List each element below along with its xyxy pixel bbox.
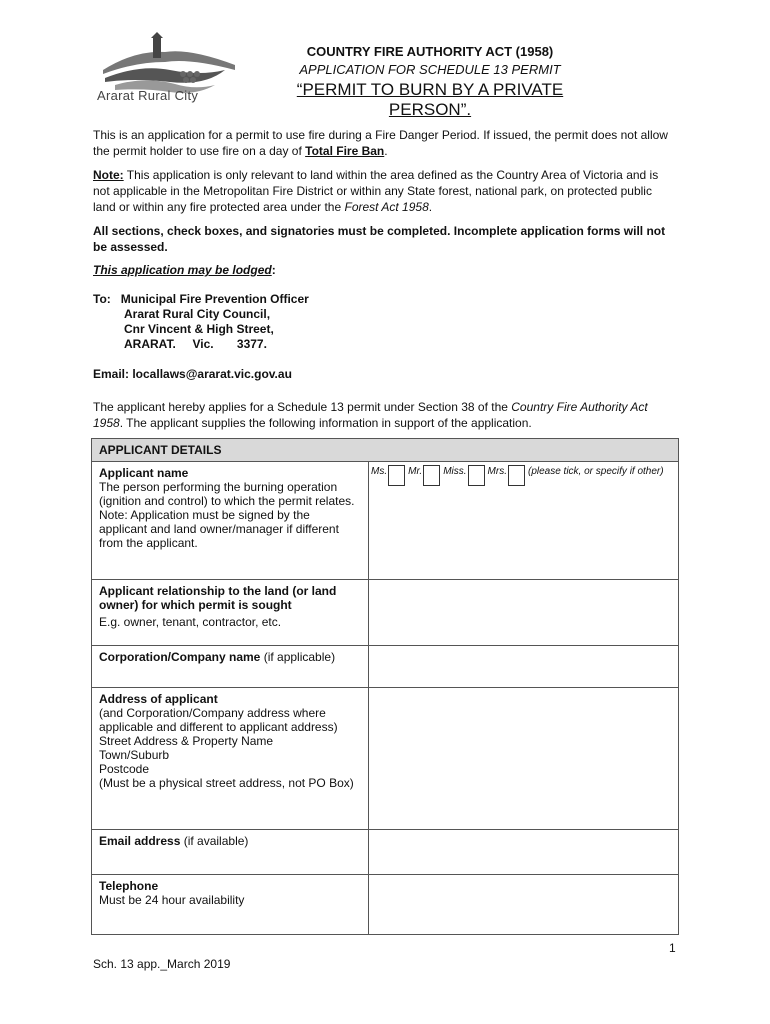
- note-paragraph: [93, 167, 673, 215]
- applicant-name-desc: The person performing the burning operation (ignition and control) to which the permit relates.: [99, 480, 355, 508]
- company-label-cell: [92, 646, 369, 688]
- to-label: To:: [93, 292, 111, 306]
- address-label: Address of applicant: [99, 692, 218, 706]
- email-field[interactable]: [369, 830, 679, 875]
- address-line-4: ARARAT. Vic. 3377.: [124, 337, 267, 351]
- relationship-label-cell: [92, 580, 369, 646]
- telephone-field[interactable]: [369, 875, 679, 935]
- company-field[interactable]: [369, 646, 679, 688]
- address-line-3: Cnr Vincent & High Street,: [124, 322, 274, 336]
- address-line-1: Municipal Fire Prevention Officer: [120, 292, 309, 306]
- relationship-field[interactable]: [369, 580, 679, 646]
- address-town: Town/Suburb: [99, 748, 170, 762]
- applies-paragraph: [93, 399, 673, 431]
- address-note: (Must be a physical street address, not PO Box): [99, 776, 354, 790]
- intro-paragraph: [93, 127, 673, 159]
- title-mr-label: Mr.: [408, 466, 423, 477]
- title-miss-checkbox[interactable]: [468, 465, 485, 486]
- address-label-cell: [92, 688, 369, 830]
- permit-title: “PERMIT TO BURN BY A PRIVATE PERSON”.: [296, 80, 564, 119]
- page-number: 1: [669, 941, 676, 955]
- applicant-details-table: [91, 438, 679, 935]
- address-postcode: Postcode: [99, 762, 150, 776]
- company-label: Corporation/Company name: [99, 650, 261, 664]
- relationship-hint: E.g. owner, tenant, contractor, etc.: [99, 615, 282, 629]
- title-mrs-checkbox[interactable]: [508, 465, 525, 486]
- telephone-hint: Must be 24 hour availability: [99, 893, 245, 907]
- intro-end: .: [384, 144, 388, 158]
- lodgement-email: Email: locallaws@ararat.vic.gov.au: [93, 367, 292, 381]
- company-hint: (if applicable): [260, 650, 336, 664]
- title-miss-label: Miss.: [443, 466, 467, 477]
- cfa-act: Country Fire Authority Act 1958: [93, 400, 648, 430]
- title-ms-checkbox[interactable]: [388, 465, 405, 486]
- total-fire-ban: Total Fire Ban: [305, 144, 385, 158]
- address-line-2: Ararat Rural City Council,: [124, 307, 271, 321]
- applicant-name-label-cell: [92, 462, 369, 580]
- intro-text: This is an application for a permit to use fire during a Fire Danger Period. If issued, the permit does not allow the permit holder to use fire on a day of: [93, 128, 668, 158]
- address-desc: (and Corporation/Company address where applicable and different to applicant address): [99, 706, 338, 734]
- logo-text: Ararat Rural City: [97, 88, 199, 103]
- title-ms-label: Ms.: [371, 466, 388, 477]
- title-mr-checkbox[interactable]: [423, 465, 440, 486]
- relationship-label: Applicant relationship to the land (or land owner) for which permit is sought: [99, 584, 337, 612]
- applicant-name-note: Note: Application must be signed by the applicant and land owner/manager if different from the applicant.: [99, 508, 339, 550]
- email-label: Email address: [99, 834, 181, 848]
- lodgement-address: [93, 292, 309, 382]
- lodged-label: This application may be lodged: [93, 263, 272, 277]
- note-end: .: [428, 200, 433, 214]
- telephone-label: Telephone: [99, 879, 159, 893]
- warning-text: All sections, check boxes, and signatories must be completed. Incomplete application forms will not be assessed.: [93, 224, 666, 254]
- note-label: Note:: [93, 168, 124, 182]
- note-text: This application is only relevant to land within the area defined as the Country Area of Victoria and is not applicable in the Metropolitan Fire District or within any State forest, national park, on protected public land or within any fire protected area under the: [93, 168, 659, 214]
- email-label-cell: [92, 830, 369, 875]
- forest-act: Forest Act 1958: [344, 200, 429, 214]
- lodged-colon: :: [271, 263, 276, 277]
- title-hint: (please tick, or specify if other): [527, 466, 664, 477]
- email-hint: (if available): [180, 834, 249, 848]
- applicant-details-heading: APPLICANT DETAILS: [92, 439, 679, 462]
- lodged-line: [93, 262, 673, 278]
- applies-text-2: . The applicant supplies the following information in support of the application.: [119, 416, 532, 430]
- applies-text: The applicant hereby applies for a Schedule 13 permit under Section 38 of the: [93, 400, 512, 414]
- footer-text: Sch. 13 app._March 2019: [93, 957, 231, 971]
- title-options: [370, 465, 677, 486]
- address-street: Street Address & Property Name: [99, 734, 274, 748]
- applicant-name-field[interactable]: [369, 462, 679, 580]
- application-title: APPLICATION FOR SCHEDULE 13 PERMIT: [299, 62, 561, 77]
- act-title: COUNTRY FIRE AUTHORITY ACT (1958): [306, 44, 554, 59]
- applicant-name-label: Applicant name: [99, 466, 189, 480]
- title-mrs-label: Mrs.: [487, 466, 507, 477]
- address-field[interactable]: [369, 688, 679, 830]
- telephone-label-cell: [92, 875, 369, 935]
